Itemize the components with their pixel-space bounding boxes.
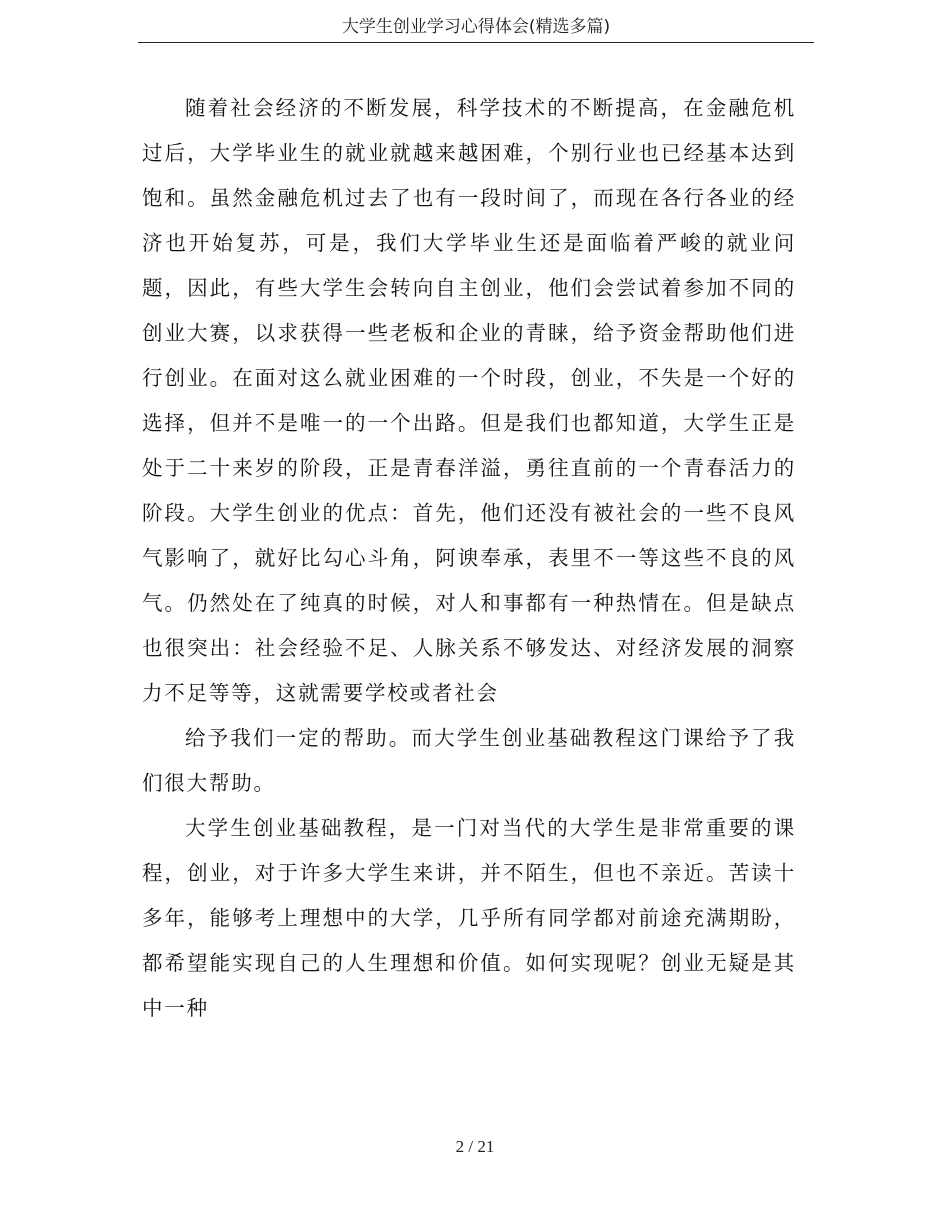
page-number: 2 / 21 — [455, 1137, 495, 1156]
body-paragraph-2: 给予我们一定的帮助。而大学生创业基础教程这门课给予了我们很大帮助。 — [142, 726, 796, 795]
body-paragraph-1: 随着社会经济的不断发展，科学技术的不断提高，在金融危机过后，大学毕业生的就业就越来越困难，个别行业也已经基本达到饱和。虽然金融危机过去了也有一段时间了，而现在各行各业的经济也开始复苏，可是，我们大学毕业生还是面临着严峻的就业问题，因此，有些大学生会转向自主创业，他们会尝试着参加不同的创业大赛，以求获得一些老板和企业的青睐，给予资金帮助他们进行创业。在面对这么就业困难的一个时段，创业，不失是一个好的选择，但并不是唯一的一个出路。但是我们也都知道，大学生正是处于二十来岁的阶段，正是青春洋溢，勇往直前的一个青春活力的阶段。大学生创业的优点：首先，他们还没有被社会的一些不良风气影响了，就好比勾心斗角，阿谀奉承，表里不一等这些不良的风气。仍然处在了纯真的时候，对人和事都有一种热情在。但是缺点也很突出：社会经验不足、人脉关系不够发达、对经济发展的洞察力不足等等，这就需要学校或者社会 — [142, 96, 796, 705]
document-body — [142, 86, 796, 1031]
body-paragraph-3: 大学生创业基础教程，是一门对当代的大学生是非常重要的课程，创业，对于许多大学生来讲，并不陌生，但也不亲近。苦读十多年，能够考上理想中的大学，几乎所有同学都对前途充满期盼，都希望能实现自己的人生理想和价值。如何实现呢？创业无疑是其中一种 — [142, 816, 796, 1020]
document-title: 大学生创业学习心得体会(精选多篇) — [341, 17, 611, 37]
page-header — [138, 14, 814, 43]
